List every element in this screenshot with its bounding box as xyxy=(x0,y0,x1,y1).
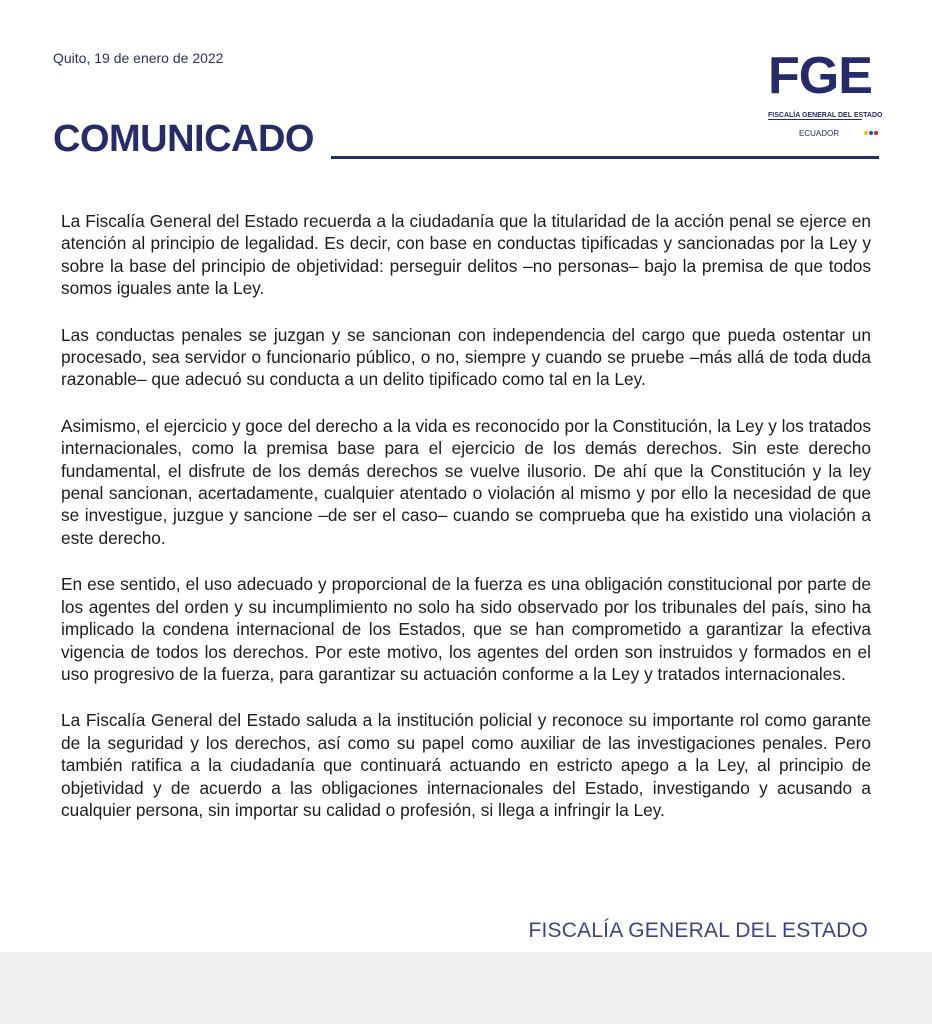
document-date: Quito, 19 de enero de 2022 xyxy=(53,50,224,66)
title-row xyxy=(53,118,879,166)
page-title: COMUNICADO xyxy=(53,118,314,160)
body-paragraph-3: Asimismo, el ejercicio y goce del derecho a la vida es reconocido por la Constitución, la Ley y los tratados internacionales, como la premisa base para el ejercicio de los demás derechos. Sin este derecho fundamental, el disfrute de los demás derechos se vuelve ilusorio. De ahí que la Constitución y la ley penal sancionan, acertadamente, cualquier atentado o violación al mismo y por ello la necesidad de que se investigue, juzgue y sancione –de ser el caso– cuando se comprueba que ha existido una violación a este derecho. xyxy=(61,415,871,548)
body-paragraph-1: La Fiscalía General del Estado recuerda a la ciudadanía que la titularidad de la acción penal se ejerce en atención al principio de legalidad. Es decir, con base en conductas tipificadas y sancionadas por la Ley y sobre la base del principio de objetividad: perseguir delitos –no personas– bajo la premisa de que todos somos iguales ante la Ley. xyxy=(61,211,871,299)
body-paragraph-4: En ese sentido, el uso adecuado y proporcional de la fuerza es una obligación constitucional por parte de los agentes del orden y su incumplimiento no solo ha sido observado por los tribunales del país, sino ha implicado la condena internacional de los Estados, que se han comprometido a garantizar la efectiva vigencia de todos los derechos. Por este motivo, los agentes del orden son instruidos y formados en el uso progresivo de la fuerza, para garantizar su actuación conforme a la Ley y tratados internacionales. xyxy=(61,574,871,684)
logo-mark: FGE xyxy=(768,47,872,105)
logo-country: ECUADOR xyxy=(799,129,840,138)
bottom-margin-band xyxy=(0,952,932,1024)
body-paragraph-2: Las conductas penales se juzgan y se sancionan con independencia del cargo que pueda ostentar un procesado, sea servidor o funcionario público, o no, siempre y cuando se pruebe –más allá de toda duda razonable– que adecuó su conducta a un delito tipificado como tal en la Ley. xyxy=(61,324,871,390)
signature: FISCALÍA GENERAL DEL ESTADO xyxy=(528,919,868,942)
document-body xyxy=(61,210,871,845)
title-underline xyxy=(331,156,879,159)
body-paragraph-5: La Fiscalía General del Estado saluda a la institución policial y reconoce su importante rol como garante de la seguridad y los derechos, así como su papel como auxiliar de las investigaciones penales. Pero también ratifica a la ciudadanía que continuará actuando en estricto apego a la Ley, al principio de objetividad y de acuerdo a las obligaciones internacionales del Estado, investigando y acusando a cualquier persona, sin importar su calidad o profesión, si llega a infringir la Ley. xyxy=(61,710,871,820)
logo-institution-name: FISCALÍA GENERAL DEL ESTADO xyxy=(768,112,883,119)
